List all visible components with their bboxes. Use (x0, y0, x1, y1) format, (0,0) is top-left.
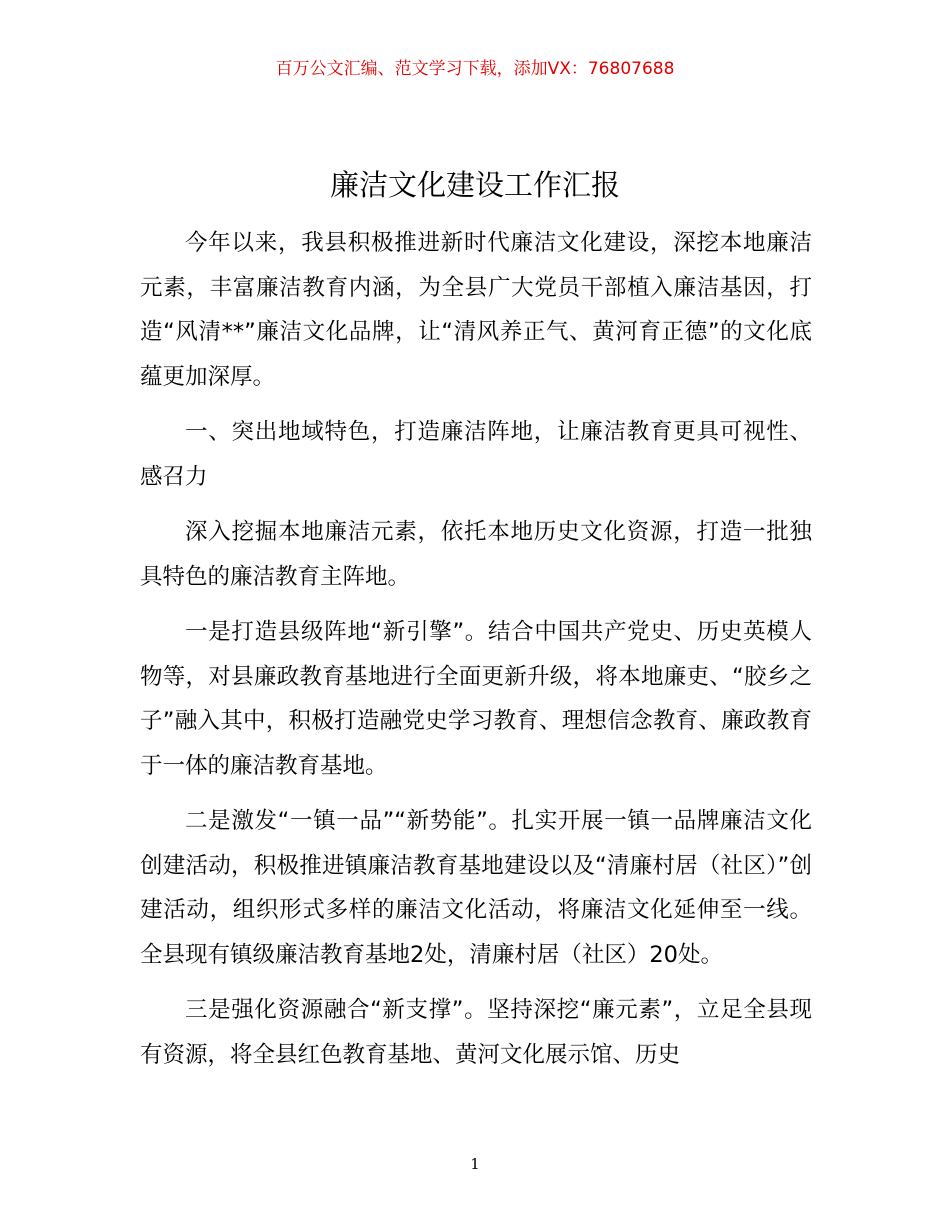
document-body (140, 221, 812, 1088)
header-banner: 百万公文汇编、范文学习下载，添加VX：76807688 (275, 59, 675, 79)
paragraph-intro: 今年以来，我县积极推进新时代廉洁文化建设，深挖本地廉洁元素，丰富廉洁教育内涵，为全县广大党员干部植入廉洁基因，打造“风清**”廉洁文化品牌，让“清风养正气、黄河育正德”的文化底蕴更加深厚。 (140, 230, 812, 390)
page-number: 1 (470, 1155, 480, 1173)
paragraph: 二是激发“一镇一品”“新势能”。扎实开展一镇一品牌廉洁文化创建活动，积极推进镇廉洁教育基地建设以及“清廉村居（社区）”创建活动，组织形式多样的廉洁文化活动，将廉洁文化延伸至一线。全县现有镇级廉洁教育基地2处，清廉村居（社区）20处。 (140, 808, 812, 968)
paragraph: 深入挖掘本地廉洁元素，依托本地历史文化资源，打造一批独具特色的廉洁教育主阵地。 (140, 519, 812, 590)
paragraph: 三是强化资源融合“新支撑”。坚持深挖“廉元素”，立足全县现有资源，将全县红色教育基地、黄河文化展示馆、历史 (140, 997, 812, 1068)
paragraph: 一是打造县级阵地“新引擎”。结合中国共产党史、历史英模人物等，对县廉政教育基地进行全面更新升级，将本地廉吏、“胶乡之子”融入其中，积极打造融党史学习教育、理想信念教育、廉政教育于一体的廉洁教育基地。 (140, 619, 812, 779)
section-heading-1: 一、突出地域特色，打造廉洁阵地，让廉洁教育更具可视性、感召力 (140, 419, 812, 490)
document-title: 廉洁文化建设工作汇报 (329, 168, 620, 202)
